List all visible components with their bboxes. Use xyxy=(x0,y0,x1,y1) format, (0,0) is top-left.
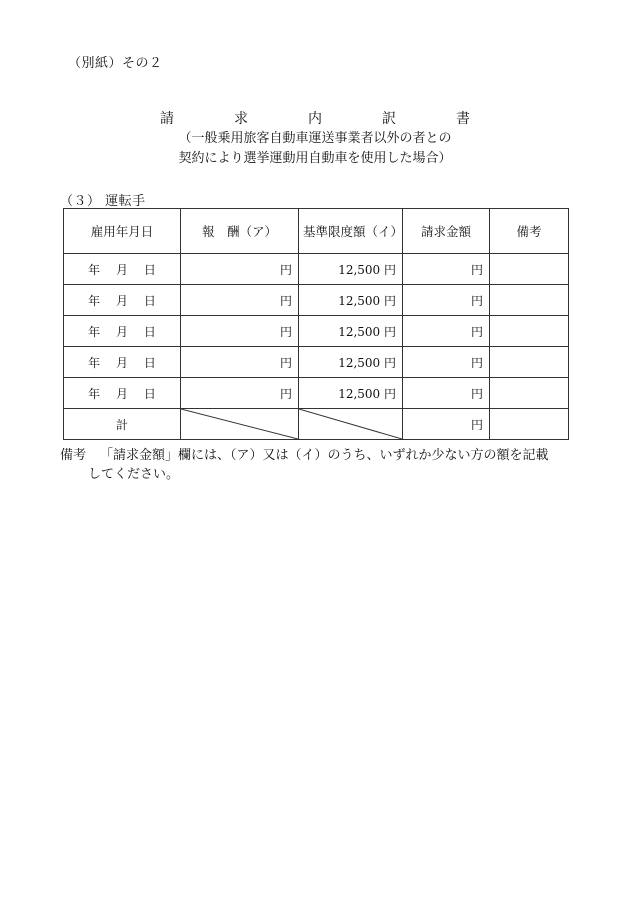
employment-date-cell[interactable] xyxy=(64,378,181,409)
month-label: 月 xyxy=(115,386,128,401)
document-title xyxy=(0,108,630,128)
day-label: 日 xyxy=(143,262,156,277)
table-row xyxy=(64,285,569,316)
table-header-row xyxy=(64,209,569,254)
section-heading: （３） 運転手 xyxy=(60,194,146,209)
table-row xyxy=(64,347,569,378)
month-label: 月 xyxy=(115,355,128,370)
fee-cell[interactable]: 円 xyxy=(181,378,299,409)
claim-amount-cell[interactable]: 円 xyxy=(403,378,490,409)
day-label: 日 xyxy=(143,386,156,401)
year-label: 年 xyxy=(88,324,101,339)
fee-cell[interactable]: 円 xyxy=(181,254,299,285)
remarks-cell[interactable] xyxy=(490,285,569,316)
remarks-cell[interactable] xyxy=(490,254,569,285)
title-char: 内 xyxy=(308,111,322,127)
standard-limit-cell: 12,500 円 xyxy=(299,378,403,409)
claim-total-cell[interactable]: 円 xyxy=(403,409,490,440)
table-row xyxy=(64,254,569,285)
claim-table xyxy=(63,208,569,440)
total-row xyxy=(64,409,569,440)
claim-amount-cell[interactable]: 円 xyxy=(403,316,490,347)
standard-limit-cell: 12,500 円 xyxy=(299,254,403,285)
header-fee: 報 酬（ア） xyxy=(181,209,299,254)
day-label: 日 xyxy=(143,324,156,339)
note-label: 備考 xyxy=(60,448,87,463)
header-claim-amount: 請求金額 xyxy=(403,209,490,254)
day-label: 日 xyxy=(143,355,156,370)
year-label: 年 xyxy=(88,386,101,401)
annex-label: （別紙）その２ xyxy=(68,56,163,71)
diagonal-line xyxy=(299,409,402,439)
header-standard-limit: 基準限度額（イ） xyxy=(299,209,403,254)
diagonal-line xyxy=(181,409,298,439)
table-row xyxy=(64,316,569,347)
employment-date-cell[interactable] xyxy=(64,347,181,378)
note-line-1: 「請求金額」欄には、（ア）又は（イ）のうち、いずれか少ない方の額を記載 xyxy=(100,448,549,463)
note-line-2: してください。 xyxy=(88,467,180,482)
month-label: 月 xyxy=(115,262,128,277)
limit-total-crossed-cell xyxy=(299,409,403,440)
title-char: 訳 xyxy=(382,111,396,127)
remarks-cell[interactable] xyxy=(490,378,569,409)
remarks-total-cell[interactable] xyxy=(490,409,569,440)
claim-amount-cell[interactable]: 円 xyxy=(403,285,490,316)
title-char: 書 xyxy=(456,111,470,127)
month-label: 月 xyxy=(115,293,128,308)
day-label: 日 xyxy=(143,293,156,308)
title-char: 求 xyxy=(234,111,248,127)
fee-total-crossed-cell xyxy=(181,409,299,440)
remarks-cell[interactable] xyxy=(490,347,569,378)
subtitle-line-2: 契約により選挙運動用自動車を使用した場合） xyxy=(178,151,452,166)
fee-cell[interactable]: 円 xyxy=(181,316,299,347)
title-char: 請 xyxy=(160,111,174,127)
year-label: 年 xyxy=(88,262,101,277)
total-label: 計 xyxy=(64,409,181,440)
standard-limit-cell: 12,500 円 xyxy=(299,316,403,347)
header-employment-date: 雇用年月日 xyxy=(64,209,181,254)
year-label: 年 xyxy=(88,293,101,308)
remarks-cell[interactable] xyxy=(490,316,569,347)
employment-date-cell[interactable] xyxy=(64,285,181,316)
claim-amount-cell[interactable]: 円 xyxy=(403,347,490,378)
fee-cell[interactable]: 円 xyxy=(181,347,299,378)
subtitle-line-1: （一般乗用旅客自動車運送事業者以外の者との xyxy=(178,131,452,146)
employment-date-cell[interactable] xyxy=(64,316,181,347)
header-remarks: 備考 xyxy=(490,209,569,254)
month-label: 月 xyxy=(115,324,128,339)
remarks-note xyxy=(60,446,570,484)
table-row xyxy=(64,378,569,409)
claim-amount-cell[interactable]: 円 xyxy=(403,254,490,285)
standard-limit-cell: 12,500 円 xyxy=(299,347,403,378)
fee-cell[interactable]: 円 xyxy=(181,285,299,316)
year-label: 年 xyxy=(88,355,101,370)
employment-date-cell[interactable] xyxy=(64,254,181,285)
standard-limit-cell: 12,500 円 xyxy=(299,285,403,316)
